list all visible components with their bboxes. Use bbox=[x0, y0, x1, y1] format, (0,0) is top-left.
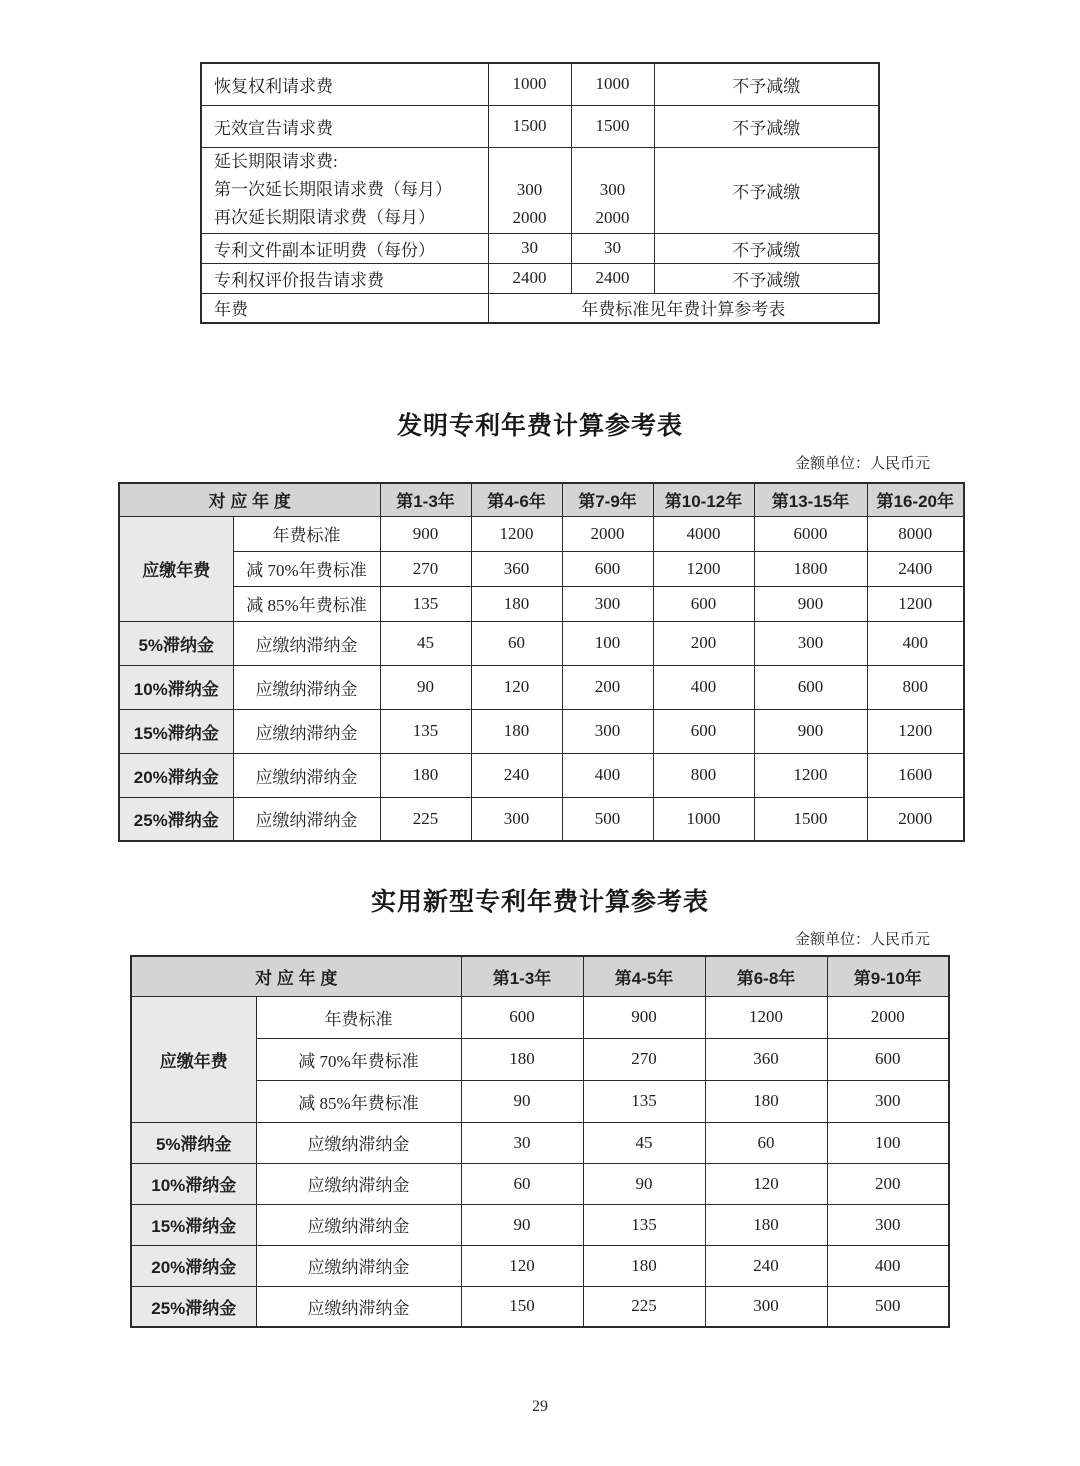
amount-cell: 300 bbox=[562, 586, 653, 621]
row-group-label: 应缴年费 bbox=[119, 516, 233, 621]
amount-cell: 500 bbox=[562, 797, 653, 841]
row-sublabel: 应缴纳滞纳金 bbox=[233, 709, 380, 753]
amount-cell: 800 bbox=[867, 665, 964, 709]
invention-table-head bbox=[119, 483, 964, 516]
amount-cell: 600 bbox=[653, 586, 754, 621]
amount-cell: 900 bbox=[754, 709, 867, 753]
fee-item-label: 年费 bbox=[201, 293, 488, 323]
amount-cell: 240 bbox=[705, 1245, 827, 1286]
row-group-label: 15%滞纳金 bbox=[131, 1204, 256, 1245]
row-group-label: 5%滞纳金 bbox=[119, 621, 233, 665]
row-sublabel: 应缴纳滞纳金 bbox=[233, 797, 380, 841]
fee-reduction-note: 不予减缴 bbox=[654, 105, 879, 147]
amount-cell: 270 bbox=[380, 551, 471, 586]
invention-unit-note: 金额单位：人民币元 bbox=[794, 455, 930, 472]
amount-cell: 800 bbox=[653, 753, 754, 797]
year-header-cell: 第4-5年 bbox=[583, 956, 705, 996]
amount-cell: 180 bbox=[583, 1245, 705, 1286]
row-sublabel: 减 70%年费标准 bbox=[256, 1038, 461, 1080]
amount-cell: 120 bbox=[471, 665, 562, 709]
table-row bbox=[201, 263, 879, 293]
misc-fee-table bbox=[200, 62, 880, 324]
header-row bbox=[131, 956, 949, 996]
amount-cell: 300 bbox=[471, 797, 562, 841]
amount-cell: 180 bbox=[380, 753, 471, 797]
table-row bbox=[201, 147, 879, 233]
row-sublabel: 减 85%年费标准 bbox=[256, 1080, 461, 1122]
table-row bbox=[131, 996, 949, 1038]
year-header-cell: 第9-10年 bbox=[827, 956, 949, 996]
fee-item-label: 恢复权利请求费 bbox=[201, 63, 488, 105]
fee-full-amount-line: 300 bbox=[516, 180, 543, 199]
year-header-cell: 第13-15年 bbox=[754, 483, 867, 516]
table-row bbox=[201, 293, 879, 323]
year-header-cell: 第7-9年 bbox=[562, 483, 653, 516]
fee-full-amount: 1000 bbox=[488, 63, 571, 105]
amount-cell: 90 bbox=[583, 1163, 705, 1204]
amount-cell: 1600 bbox=[867, 753, 964, 797]
table-row bbox=[201, 63, 879, 105]
fee-reduced-amount-line: 2000 bbox=[595, 208, 630, 227]
amount-cell: 600 bbox=[754, 665, 867, 709]
row-group-label: 20%滞纳金 bbox=[119, 753, 233, 797]
fee-reduced-amount-line bbox=[572, 148, 654, 176]
fee-full-amount: 1500 bbox=[488, 105, 571, 147]
row-group-label: 20%滞纳金 bbox=[131, 1245, 256, 1286]
year-header-cell: 第1-3年 bbox=[461, 956, 583, 996]
fee-item-label: 专利文件副本证明费（每份） bbox=[201, 233, 488, 263]
amount-cell: 45 bbox=[583, 1122, 705, 1163]
amount-cell: 30 bbox=[461, 1122, 583, 1163]
amount-cell: 1200 bbox=[754, 753, 867, 797]
fee-item-label: 专利权评价报告请求费 bbox=[201, 263, 488, 293]
amount-cell: 270 bbox=[583, 1038, 705, 1080]
row-group-label: 应缴年费 bbox=[131, 996, 256, 1122]
amount-cell: 600 bbox=[461, 996, 583, 1038]
amount-cell: 45 bbox=[380, 621, 471, 665]
amount-cell: 60 bbox=[705, 1122, 827, 1163]
fee-full-amount: 2400 bbox=[488, 263, 571, 293]
amount-cell: 2000 bbox=[562, 516, 653, 551]
fee-item-label bbox=[201, 147, 488, 233]
table-row bbox=[131, 1122, 949, 1163]
table-row bbox=[119, 621, 964, 665]
fee-reduction-note: 不予减缴 bbox=[654, 63, 879, 105]
amount-cell: 1200 bbox=[471, 516, 562, 551]
utility-unit-note: 金额单位：人民币元 bbox=[794, 931, 930, 948]
row-sublabel: 应缴纳滞纳金 bbox=[256, 1245, 461, 1286]
amount-cell: 180 bbox=[471, 709, 562, 753]
amount-cell: 300 bbox=[827, 1080, 949, 1122]
amount-cell: 900 bbox=[583, 996, 705, 1038]
amount-cell: 300 bbox=[705, 1286, 827, 1327]
amount-cell: 60 bbox=[461, 1163, 583, 1204]
row-sublabel: 年费标准 bbox=[256, 996, 461, 1038]
amount-cell: 180 bbox=[705, 1204, 827, 1245]
amount-cell: 2000 bbox=[827, 996, 949, 1038]
amount-cell: 120 bbox=[461, 1245, 583, 1286]
amount-cell: 1500 bbox=[754, 797, 867, 841]
amount-cell: 60 bbox=[471, 621, 562, 665]
fee-reduced-amount: 1000 bbox=[571, 63, 654, 105]
amount-cell: 180 bbox=[471, 586, 562, 621]
year-header-cell: 第1-3年 bbox=[380, 483, 471, 516]
row-group-label: 25%滞纳金 bbox=[131, 1286, 256, 1327]
row-sublabel: 应缴纳滞纳金 bbox=[233, 665, 380, 709]
fee-reduced-amount: 2400 bbox=[571, 263, 654, 293]
fee-reduction-note: 不予减缴 bbox=[654, 263, 879, 293]
amount-cell: 360 bbox=[705, 1038, 827, 1080]
row-sublabel: 应缴纳滞纳金 bbox=[233, 621, 380, 665]
corner-header-cell: 对 应 年 度 bbox=[119, 483, 380, 516]
amount-cell: 4000 bbox=[653, 516, 754, 551]
amount-cell: 200 bbox=[827, 1163, 949, 1204]
amount-cell: 240 bbox=[471, 753, 562, 797]
row-group-label: 5%滞纳金 bbox=[131, 1122, 256, 1163]
fee-item-label-line: 第一次延长期限请求费（每月） bbox=[214, 180, 452, 199]
row-sublabel: 应缴纳滞纳金 bbox=[256, 1163, 461, 1204]
amount-cell: 135 bbox=[380, 586, 471, 621]
page-number: 29 bbox=[532, 1398, 548, 1415]
fee-full-amount-line bbox=[489, 148, 571, 176]
misc-fee-table-body bbox=[201, 63, 879, 323]
fee-reduction-note: 不予减缴 bbox=[654, 147, 879, 233]
fee-item-label-line: 再次延长期限请求费（每月） bbox=[214, 208, 435, 227]
row-sublabel: 应缴纳滞纳金 bbox=[233, 753, 380, 797]
amount-cell: 6000 bbox=[754, 516, 867, 551]
row-group-label: 15%滞纳金 bbox=[119, 709, 233, 753]
row-sublabel: 应缴纳滞纳金 bbox=[256, 1204, 461, 1245]
row-sublabel: 年费标准 bbox=[233, 516, 380, 551]
amount-cell: 360 bbox=[471, 551, 562, 586]
table-row bbox=[131, 1204, 949, 1245]
amount-cell: 2000 bbox=[867, 797, 964, 841]
row-group-label: 10%滞纳金 bbox=[131, 1163, 256, 1204]
amount-cell: 2400 bbox=[867, 551, 964, 586]
row-sublabel: 减 70%年费标准 bbox=[233, 551, 380, 586]
table-row bbox=[119, 797, 964, 841]
amount-cell: 135 bbox=[583, 1080, 705, 1122]
fee-item-label-line: 延长期限请求费: bbox=[214, 152, 338, 171]
table-row bbox=[201, 233, 879, 263]
amount-cell: 120 bbox=[705, 1163, 827, 1204]
utility-table-head bbox=[131, 956, 949, 996]
amount-cell: 1200 bbox=[867, 709, 964, 753]
table-row bbox=[119, 551, 964, 586]
amount-cell: 90 bbox=[380, 665, 471, 709]
year-header-cell: 第4-6年 bbox=[471, 483, 562, 516]
amount-cell: 225 bbox=[583, 1286, 705, 1327]
amount-cell: 300 bbox=[827, 1204, 949, 1245]
amount-cell: 225 bbox=[380, 797, 471, 841]
amount-cell: 500 bbox=[827, 1286, 949, 1327]
table-row bbox=[119, 586, 964, 621]
invention-table-body bbox=[119, 516, 964, 841]
amount-cell: 600 bbox=[562, 551, 653, 586]
table-row bbox=[201, 105, 879, 147]
invention-annuity-table bbox=[118, 482, 965, 842]
year-header-cell: 第10-12年 bbox=[653, 483, 754, 516]
fee-reduction-note: 年费标准见年费计算参考表 bbox=[488, 293, 879, 323]
amount-cell: 300 bbox=[562, 709, 653, 753]
amount-cell: 150 bbox=[461, 1286, 583, 1327]
table-row bbox=[119, 665, 964, 709]
amount-cell: 400 bbox=[562, 753, 653, 797]
fee-reduction-note: 不予减缴 bbox=[654, 233, 879, 263]
table-row bbox=[131, 1286, 949, 1327]
fee-item-label: 无效宣告请求费 bbox=[201, 105, 488, 147]
amount-cell: 100 bbox=[827, 1122, 949, 1163]
table-row bbox=[119, 516, 964, 551]
table-row bbox=[131, 1163, 949, 1204]
amount-cell: 900 bbox=[754, 586, 867, 621]
invention-table-title: 发明专利年费计算参考表 bbox=[396, 412, 683, 440]
amount-cell: 8000 bbox=[867, 516, 964, 551]
amount-cell: 90 bbox=[461, 1204, 583, 1245]
amount-cell: 180 bbox=[705, 1080, 827, 1122]
amount-cell: 600 bbox=[653, 709, 754, 753]
table-row bbox=[119, 753, 964, 797]
amount-cell: 100 bbox=[562, 621, 653, 665]
year-header-cell: 第16-20年 bbox=[867, 483, 964, 516]
amount-cell: 1200 bbox=[867, 586, 964, 621]
amount-cell: 1200 bbox=[653, 551, 754, 586]
year-header-cell: 第6-8年 bbox=[705, 956, 827, 996]
amount-cell: 1800 bbox=[754, 551, 867, 586]
amount-cell: 200 bbox=[562, 665, 653, 709]
amount-cell: 900 bbox=[380, 516, 471, 551]
amount-cell: 300 bbox=[754, 621, 867, 665]
utility-table-body bbox=[131, 996, 949, 1327]
amount-cell: 90 bbox=[461, 1080, 583, 1122]
amount-cell: 135 bbox=[380, 709, 471, 753]
row-sublabel: 应缴纳滞纳金 bbox=[256, 1122, 461, 1163]
fee-full-amount bbox=[488, 147, 571, 233]
row-sublabel: 减 85%年费标准 bbox=[233, 586, 380, 621]
row-group-label: 10%滞纳金 bbox=[119, 665, 233, 709]
row-group-label: 25%滞纳金 bbox=[119, 797, 233, 841]
amount-cell: 135 bbox=[583, 1204, 705, 1245]
fee-reduced-amount bbox=[571, 147, 654, 233]
fee-full-amount: 30 bbox=[488, 233, 571, 263]
utility-annuity-table bbox=[130, 955, 950, 1328]
utility-table-title: 实用新型专利年费计算参考表 bbox=[370, 888, 709, 916]
table-row bbox=[119, 709, 964, 753]
corner-header-cell: 对 应 年 度 bbox=[131, 956, 461, 996]
header-row bbox=[119, 483, 964, 516]
amount-cell: 200 bbox=[653, 621, 754, 665]
table-row bbox=[131, 1245, 949, 1286]
fee-full-amount-line: 2000 bbox=[512, 208, 547, 227]
fee-reduced-amount-line: 300 bbox=[599, 180, 626, 199]
row-sublabel: 应缴纳滞纳金 bbox=[256, 1286, 461, 1327]
amount-cell: 1000 bbox=[653, 797, 754, 841]
amount-cell: 1200 bbox=[705, 996, 827, 1038]
amount-cell: 180 bbox=[461, 1038, 583, 1080]
amount-cell: 400 bbox=[653, 665, 754, 709]
amount-cell: 400 bbox=[867, 621, 964, 665]
amount-cell: 600 bbox=[827, 1038, 949, 1080]
amount-cell: 400 bbox=[827, 1245, 949, 1286]
fee-reduced-amount: 30 bbox=[571, 233, 654, 263]
fee-reduced-amount: 1500 bbox=[571, 105, 654, 147]
